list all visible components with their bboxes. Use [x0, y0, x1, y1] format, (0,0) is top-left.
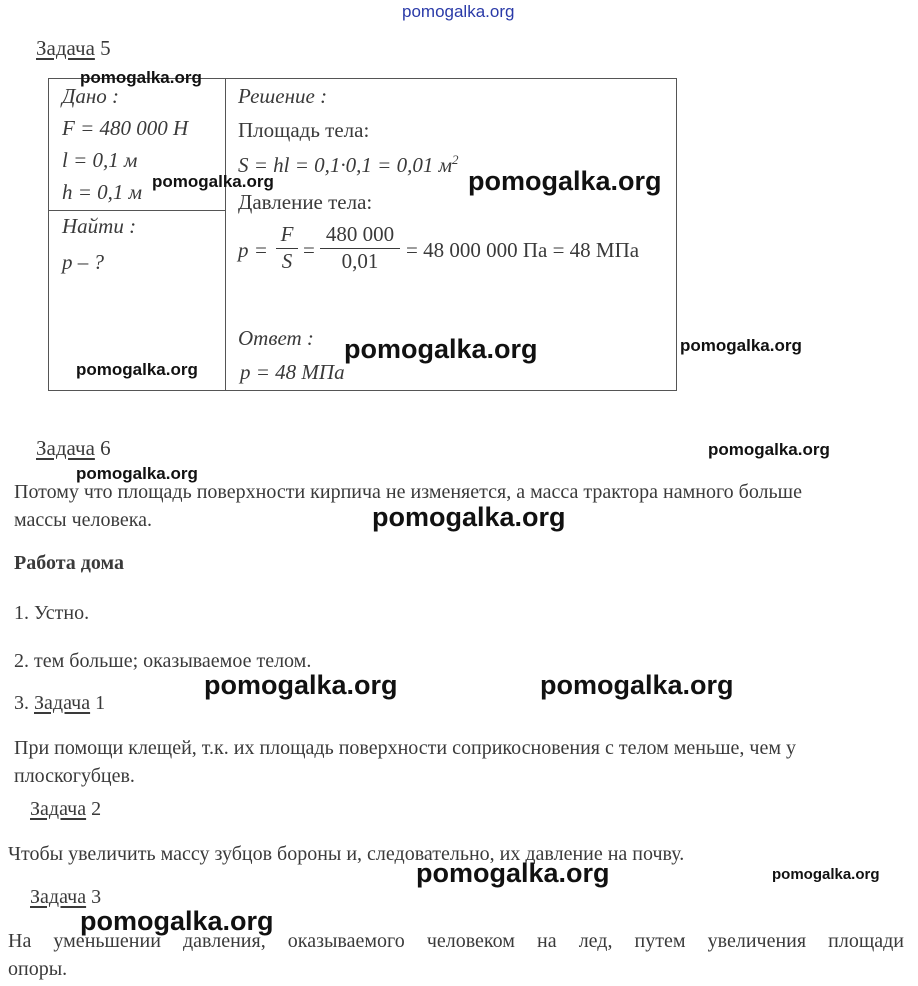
answer-label: Ответ :	[238, 326, 314, 350]
area-text: Площадь тела:	[238, 118, 370, 142]
watermark: pomogalka.org	[76, 360, 198, 379]
pressure-result: = 48 000 000 Па = 48 МПа	[406, 238, 640, 262]
fraction-numerator-value: 480 000	[325, 222, 395, 246]
task6-line2: массы человека.	[14, 509, 152, 531]
fraction-denominator-value: 0,01	[341, 249, 379, 273]
site-header-link[interactable]: pomogalka.org	[402, 2, 515, 21]
hw-task1-number: 1	[95, 692, 106, 714]
task6-heading	[36, 436, 111, 461]
hw-task3-number: 3	[91, 886, 102, 908]
task5-heading-number: 5	[100, 36, 111, 60]
given-height: h = 0,1 м	[62, 180, 143, 204]
fraction-numerator: F	[280, 222, 294, 246]
watermark: pomogalka.org	[680, 336, 802, 355]
hw-task1-line1: При помощи клещей, т.к. их площадь поверхности соприкосновения с телом меньше, чем у	[14, 737, 796, 759]
watermark: pomogalka.org	[468, 166, 662, 196]
watermark: pomogalka.org	[152, 172, 274, 191]
hw-task3-line1: На уменьшении давления, оказываемого человеком на лед, путем увеличения площади	[8, 930, 904, 952]
homework-item-3: 3. Задача 1	[14, 692, 106, 714]
task5-heading-label: Задача	[36, 36, 95, 60]
find-label: Найти :	[62, 214, 137, 238]
watermark: pomogalka.org	[80, 906, 274, 936]
task6-line1: Потому что площадь поверхности кирпича не изменяется, а масса трактора намного больше	[14, 481, 802, 503]
answer-value: p = 48 МПа	[240, 360, 345, 384]
watermark: pomogalka.org	[540, 670, 734, 700]
task6-heading-number: 6	[100, 436, 111, 460]
solution-label: Решение :	[238, 84, 328, 108]
homework-item-1: 1. Устно.	[14, 602, 90, 624]
hw-task2-number: 2	[91, 798, 102, 820]
watermark: pomogalka.org	[372, 502, 566, 532]
task5-given-find-divider	[48, 210, 226, 211]
task6-heading-label: Задача	[36, 436, 95, 460]
pressure-formula-lhs: p =	[238, 238, 268, 262]
equals-sign: =	[303, 238, 315, 262]
hw-task1-line2: плоскогубцев.	[14, 765, 135, 787]
hw-task2-heading	[30, 798, 101, 821]
homework-item-2: 2. тем больше; оказываемое телом.	[14, 650, 312, 672]
hw-task3-label: Задача	[30, 886, 87, 908]
watermark: pomogalka.org	[708, 440, 830, 459]
watermark: pomogalka.org	[80, 68, 202, 87]
area-formula: S = hl = 0,1·0,1 = 0,01 $м^2$	[238, 152, 459, 177]
find-pressure: p – ?	[62, 250, 104, 274]
hw-task2-text: Чтобы увеличить массу зубцов бороны и, следовательно, их давление на почву.	[8, 843, 685, 865]
fraction-values	[320, 222, 400, 274]
task5-table-divider	[225, 78, 226, 390]
given-force: F = 480 000 Н	[62, 116, 189, 140]
watermark: pomogalka.org	[416, 858, 610, 888]
hw-task1-label: Задача	[34, 692, 91, 714]
watermark: pomogalka.org	[344, 334, 538, 364]
hw-task3-line2: опоры.	[8, 958, 68, 980]
fraction-f-over-s	[276, 222, 298, 274]
task5-heading	[36, 36, 111, 61]
given-label: Дано :	[62, 84, 120, 108]
fraction-denominator: S	[281, 249, 293, 273]
watermark: pomogalka.org	[772, 866, 880, 883]
watermark: pomogalka.org	[76, 464, 198, 483]
homework-title: Работа дома	[14, 552, 124, 574]
pressure-text: Давление тела:	[238, 190, 373, 214]
hw-task2-label: Задача	[30, 798, 87, 820]
watermark: pomogalka.org	[204, 670, 398, 700]
given-length: l = 0,1 м	[62, 148, 138, 172]
